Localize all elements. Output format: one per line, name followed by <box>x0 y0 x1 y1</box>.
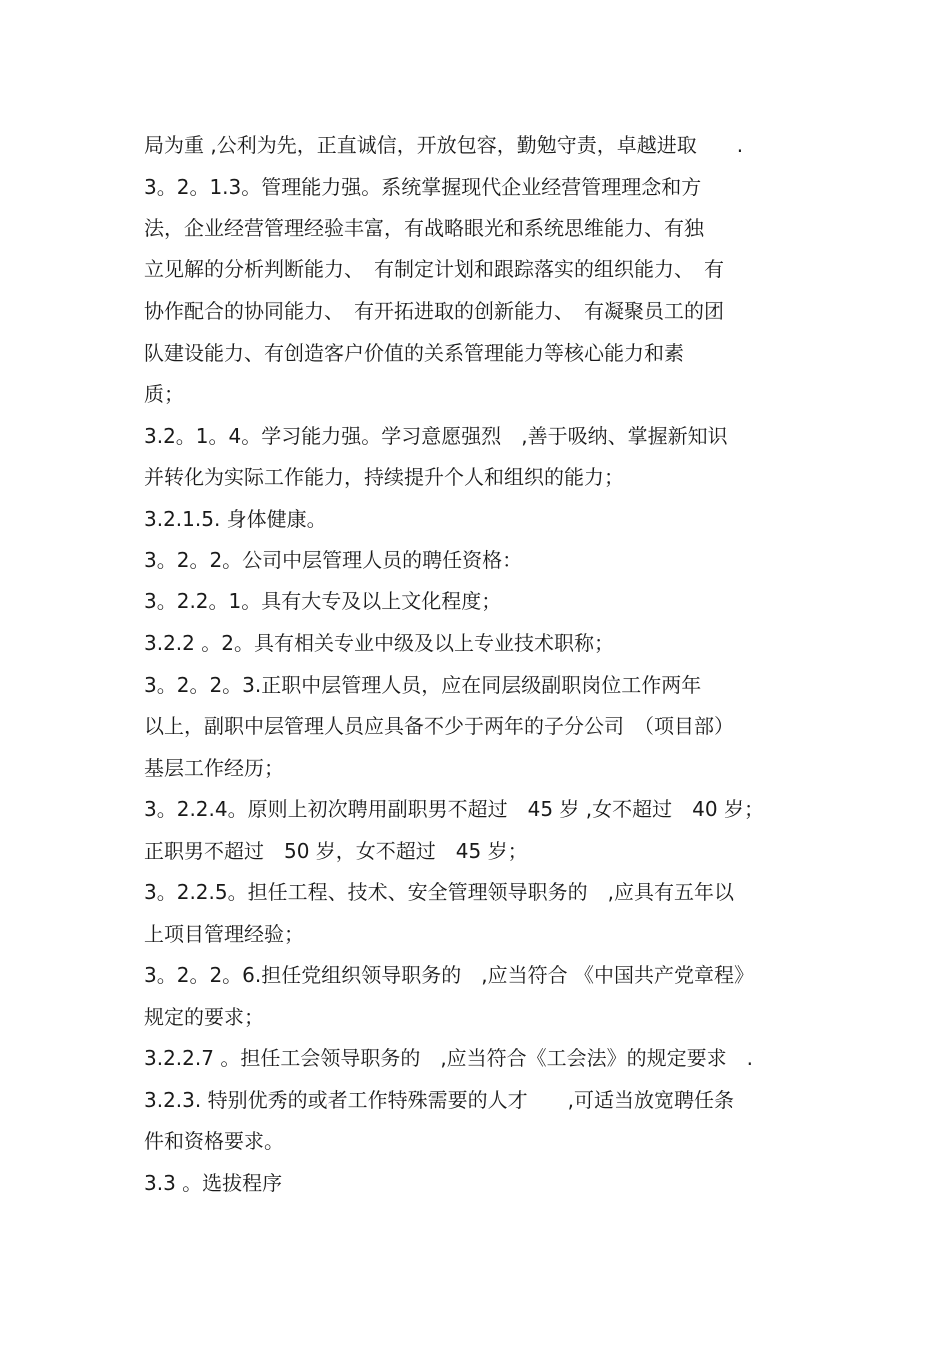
text-line: 3。2。2。公司中层管理人员的聘任资格： <box>144 548 523 572</box>
text-line: 规定的要求； <box>144 1005 264 1029</box>
text-line: 正职男不超过 50 岁，女不超过 45 岁； <box>144 839 528 863</box>
text-line: 3.2.3. 特别优秀的或者工作特殊需要的人才 ,可适当放宽聘任条 <box>144 1088 734 1112</box>
text-line: 3.3 。选拔程序 <box>144 1171 283 1195</box>
text-line: 立见解的分析判断能力、 有制定计划和跟踪落实的组织能力、 有 <box>144 257 724 281</box>
text-line: 3。2。2。3.正职中层管理人员，应在同层级副职岗位工作两年 <box>144 673 702 697</box>
text-line: 以上，副职中层管理人员应具备不少于两年的子分公司 （项目部） <box>144 714 734 738</box>
text-line: 局为重 ,公利为先，正直诚信，开放包容，勤勉守责，卓越进取 . <box>144 133 744 157</box>
text-line: 3.2.1.5. 身体健康。 <box>144 507 327 531</box>
text-line: 3。2.2.4。原则上初次聘用副职男不超过 45 岁 ,女不超过 40 岁； <box>144 797 764 821</box>
text-line: 队建设能力、有创造客户价值的关系管理能力等核心能力和素 <box>144 341 684 365</box>
text-line: 法，企业经营管理经验丰富，有战略眼光和系统思维能力、有独 <box>144 216 704 240</box>
text-line: 基层工作经历； <box>144 756 284 780</box>
text-line: 上项目管理经验； <box>144 922 304 946</box>
text-line: 3。2.2。1。具有大专及以上文化程度； <box>144 589 502 613</box>
text-line: 并转化为实际工作能力，持续提升个人和组织的能力； <box>144 465 624 489</box>
text-line: 3.2.2.7 。担任工会领导职务的 ,应当符合《工会法》的规定要求 . <box>144 1046 754 1070</box>
text-line: 3。2.2.5。担任工程、技术、安全管理领导职务的 ,应具有五年以 <box>144 880 734 904</box>
text-line: 3。2。1.3。管理能力强。系统掌握现代企业经营管理理念和方 <box>144 175 702 199</box>
text-line: 3.2。1。4。学习能力强。学习意愿强烈 ,善于吸纳、掌握新知识 <box>144 424 728 448</box>
text-line: 质； <box>144 382 184 406</box>
text-line: 件和资格要求。 <box>144 1129 284 1153</box>
text-line: 3.2.2 。2。具有相关专业中级及以上专业技术职称； <box>144 631 614 655</box>
text-line: 协作配合的协同能力、 有开拓进取的创新能力、 有凝聚员工的团 <box>144 299 724 323</box>
text-line: 3。2。2。6.担任党组织领导职务的 ,应当符合 《中国共产党章程》 <box>144 963 754 987</box>
